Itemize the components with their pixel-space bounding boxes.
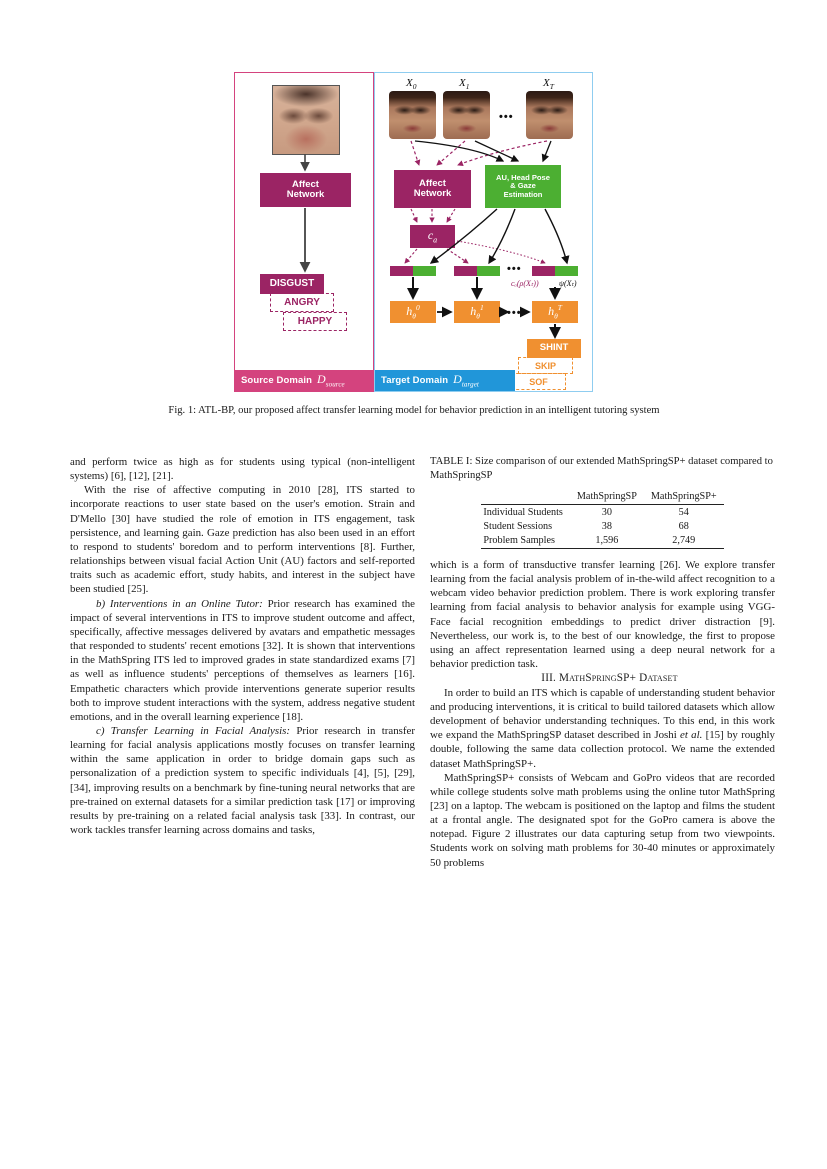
target-domain-panel	[374, 72, 593, 392]
table-cell: 1,596	[570, 534, 644, 549]
hidden-state-t: $h_\theta^T$	[532, 301, 578, 323]
table-body	[481, 505, 723, 549]
happy-text: HAPPY	[297, 316, 333, 327]
disgust-text: DISGUST	[269, 277, 315, 289]
skip-text: SKIP	[534, 360, 556, 371]
paragraph-interventions	[70, 597, 415, 724]
table-header-row	[481, 490, 723, 505]
target-frame-t	[526, 91, 573, 139]
shint-prediction-box	[527, 339, 581, 358]
frames-ellipsis: •••	[499, 111, 514, 123]
au-headpose-gaze-box	[485, 165, 561, 208]
concat-affect-half	[454, 266, 477, 276]
table-cell: 2,749	[644, 534, 724, 549]
target-frame-0	[389, 91, 436, 139]
sof-text: SOF	[529, 376, 548, 387]
section-heading-dataset: III. MathSpringSP+ Dataset	[541, 672, 678, 685]
target-affect-network-box	[394, 170, 471, 208]
hidden-state-1: $h_\theta^1$	[454, 301, 500, 323]
hidden-state-0: $h_\theta^0$	[390, 301, 436, 323]
concat-equation-left: cₐ(ρ(Xₜ))	[511, 279, 539, 288]
table-1-block	[430, 455, 775, 549]
table-row	[481, 520, 723, 534]
source-domain-label: Source Domain	[241, 375, 312, 386]
target-affect-network-line1: Affect	[419, 177, 446, 189]
source-affect-network-line2: Network	[286, 189, 325, 200]
table-caption: TABLE I: Size comparison of our extended MathSpringSP+ dataset compared to MathSpringSP	[430, 456, 773, 481]
table-col-header-2: MathSpringSP+	[650, 491, 717, 503]
concat-bar-1	[454, 266, 500, 276]
concat-gaze-half	[555, 266, 578, 276]
figure-caption: Fig. 1: ATL-BP, our proposed affect transfer learning model for behavior prediction in an intelligent tutoring system	[168, 405, 660, 416]
concat-gaze-half	[413, 266, 436, 276]
concat-affect-half	[532, 266, 555, 276]
source-happy-label	[283, 312, 347, 331]
figure-1	[0, 72, 827, 392]
table-col-header-0	[481, 490, 570, 505]
concat-equation-right: ψ(Xₜ)	[559, 279, 577, 288]
table-row-label: Individual Students	[481, 505, 570, 520]
et-al-italic: et al.	[680, 729, 703, 742]
table-col-header-1: MathSpringSP	[576, 491, 637, 503]
table-cell: 38	[601, 521, 612, 532]
shint-text: SHINT	[539, 342, 569, 354]
target-domain-label: Target Domain	[381, 375, 449, 386]
frame-label-x1: $X_1$	[459, 77, 470, 92]
table-head	[481, 490, 723, 505]
source-affect-network-box	[260, 173, 351, 207]
concat-bar-0	[390, 266, 436, 276]
paragraph-dataset-2: MathSpringSP+ consists of Webcam and GoPro videos that are recorded while college students solve math problems using the online tutor MathSpring [23] on a laptop. The webcam is positioned on the laptop and films the student at a frontal angle. The designated spot for the GoPro camera is above the notepad. Figure 2 illustrates our data capturing setup from two viewpoints. Students work on solving math problems for 30-40 minutes or approximately 50 problems	[430, 771, 775, 869]
paragraph-dataset-1a: In order to build an ITS which is capable of understanding student behavior and producing interventions, it is critical to build tailored datasets which allow development of behavior understanding techniques. To this end, in this work we expand the MathSpringSP dataset described in Joshi	[430, 686, 775, 742]
source-domain-symbol: $D_{source}$	[316, 372, 345, 389]
left-text-column	[70, 455, 415, 837]
target-domain-bar	[375, 370, 515, 391]
source-domain-bar	[235, 370, 373, 391]
target-affect-network-line2: Network	[413, 188, 452, 199]
paragraph-transductive: which is a form of transductive transfer learning [26]. We explore transfer learning from the facial analysis problem of in-the-wild affect recognition to a webcam video behavior prediction problem. There is work exploring transfer learning from facial analysis to behavior analysis for example using VGG-Face facial recognition embeddings to predict driver distraction [9]. Nevertheless, our work is, to the best of our knowledge, the first to propose using an affect representation learned using a deep neural network for a behavior prediction task.	[430, 558, 775, 671]
target-frame-1	[443, 91, 490, 139]
paragraph-continuation: and perform twice as high as for students using typical (non-intelligent systems) [6], [12], [21].	[70, 456, 415, 483]
concat-gaze-half	[477, 266, 500, 276]
concat-bar-t	[532, 266, 578, 276]
table-row-label: Student Sessions	[483, 521, 553, 532]
source-affect-network-line1: Affect	[292, 178, 319, 190]
right-text-column	[430, 455, 775, 870]
frame-label-xt: $X_T$	[543, 77, 554, 92]
estimation-line2: & Gaze	[510, 181, 536, 191]
table-cell: 30	[570, 505, 644, 520]
paragraph-dataset-1b: [15] by roughly double, following the same data collection protocol. We name the extended dataset MathSpringSP+.	[430, 729, 775, 770]
source-domain-panel	[234, 72, 374, 392]
source-face-image	[272, 85, 340, 155]
table-cell: 68	[678, 521, 689, 532]
table-row-label: Problem Samples	[481, 534, 570, 549]
source-angry-label	[270, 293, 334, 312]
paragraph-dataset-1	[430, 686, 775, 771]
table-row	[481, 534, 723, 549]
table-row	[481, 505, 723, 520]
concat-affect-half	[390, 266, 413, 276]
estimation-line1: AU, Head Pose	[495, 173, 551, 183]
angry-text: ANGRY	[284, 297, 320, 308]
paragraph-affective-computing: With the rise of affective computing in 2010 [28], ITS started to incorporate reactions to user state based on the user's emotion. Strain and D'Mello [30] have studied the role of emotion in ITS engagement, task persistence, and learning gain. Gaze prediction has also been used in an effort to respond to students' boredom and to perform interventions [8]. Further, relationships between visual facial Action Unit (AU) factors and self-reported traits such as academic effort, study habits, and interest in the subject have been studied [25].	[70, 484, 415, 596]
table-size-comparison	[481, 490, 723, 549]
estimation-line3: Estimation	[503, 189, 543, 199]
source-disgust-label	[260, 274, 324, 294]
paragraph-transfer-learning	[70, 724, 415, 837]
target-domain-symbol: $D_{target}$	[453, 372, 479, 389]
paragraph-c-body: Prior research in transfer learning for facial analysis applications mostly focuses on transfer learning within the same application in order to bridge domain gaps such as personalization of a prediction system to specific individuals [4], [5], [29], [34], improving results on a benchmark by fine-tuning neural networks that are pre-trained on external datasets for a similar prediction task [17] or improving results by pre-training on a related facial analysis task [33]. In contrast, our work tackles transfer learning across domains and tasks,	[70, 724, 415, 837]
paragraph-b-body: Prior research has examined the impact of several interventions in ITS to improve student outcome and affect, specifically, affective messages delivered by avatars and empathetic messages that responded to students' recent emotions [32]. It is shown that interventions in the MathSpring ITS led to improved grades in state standardized exams [7] as well as influence students' perceptions of themselves as learners [16]. Empathetic characters which provide interventions generate superior results both to improve student interactions with the system, address negative student emotions, and in the overall learning experience [18].	[70, 597, 416, 723]
subhead-b: b) Interventions in an Online Tutor:	[96, 597, 263, 610]
table-cell: 54	[644, 505, 724, 520]
hidden-ellipsis: •••	[507, 307, 522, 319]
concat-ellipsis: •••	[507, 263, 522, 275]
cross-domain-arrow	[0, 72, 1, 73]
figure-diagram	[234, 72, 593, 392]
ca-box: $c_a$	[410, 225, 455, 248]
skip-prediction-box	[518, 357, 573, 374]
frame-label-x0: $X_0$	[406, 77, 417, 92]
sof-prediction-box	[511, 373, 566, 390]
subhead-c: c) Transfer Learning in Facial Analysis:	[96, 724, 291, 737]
